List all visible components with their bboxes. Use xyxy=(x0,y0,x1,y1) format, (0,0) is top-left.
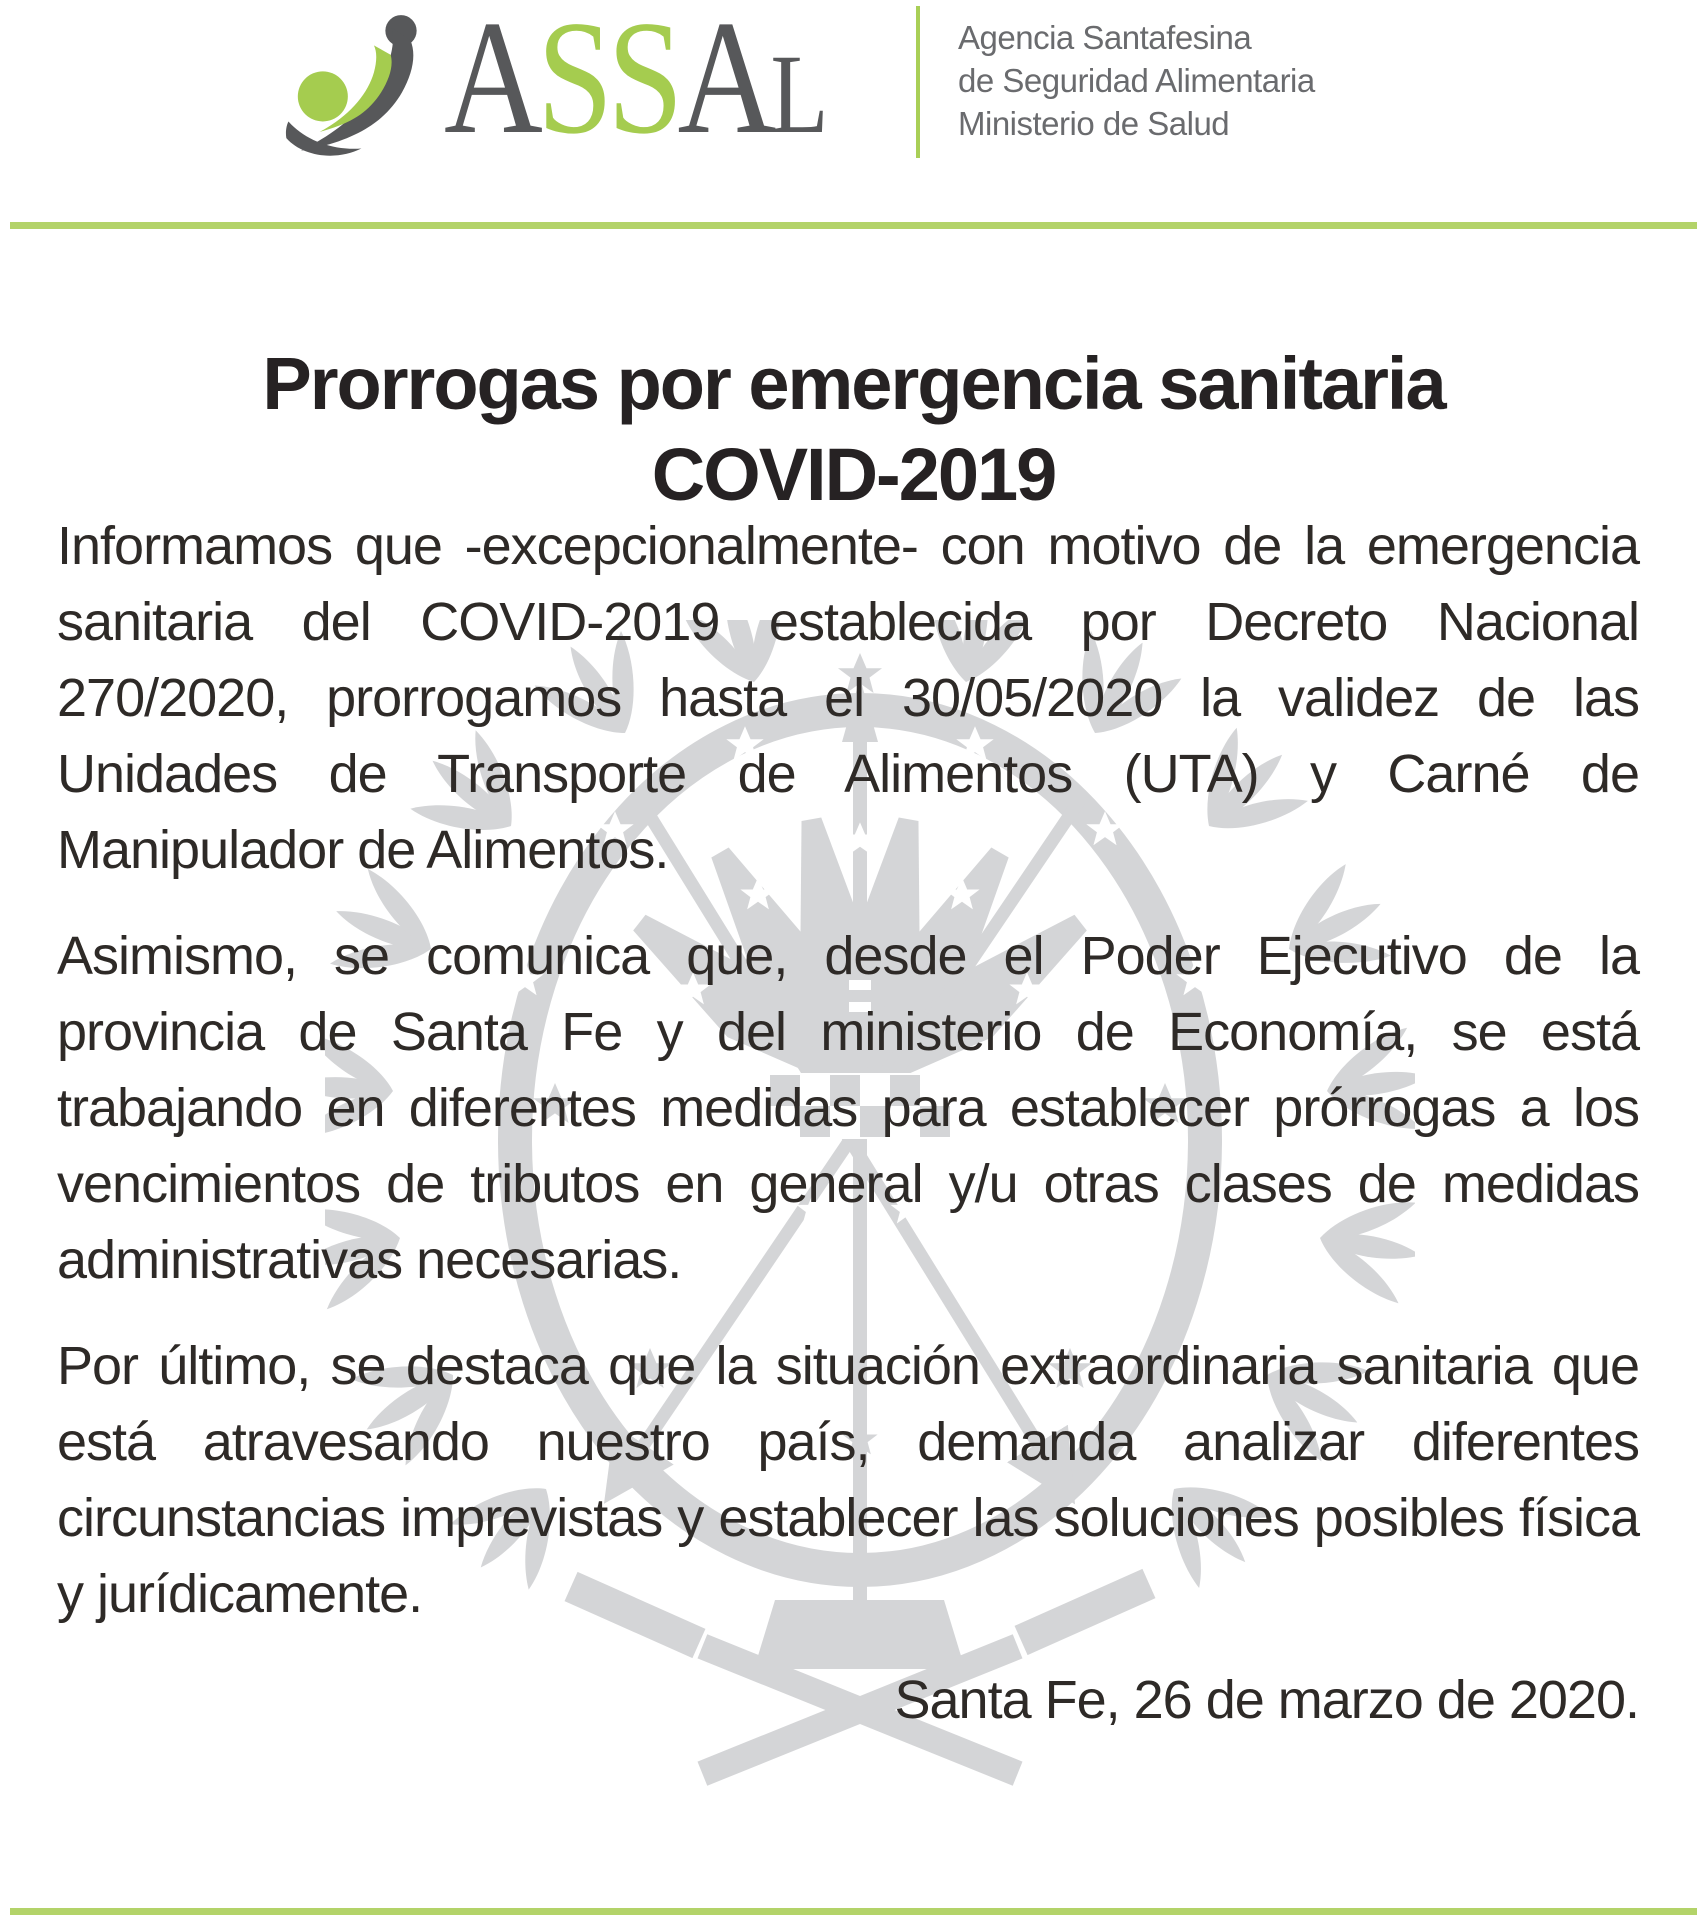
header-vertical-divider xyxy=(916,6,920,158)
paragraph-2: Asimismo, se comunica que, desde el Poder Ejecutivo de la provincia de Santa Fe y del ministerio de Economía, se está trabajando en diferentes medidas para establecer prórrogas a los vencimientos de tributos en general y/u otras clases de medidas administrativas necesarias. xyxy=(57,926,1639,1290)
page-title xyxy=(0,338,1707,520)
page-title-line1: Prorrogas por emergencia sanitaria xyxy=(262,341,1445,425)
agency-name-block xyxy=(958,16,1315,145)
paragraph-3: Por último, se destaca que la situación extraordinaria sanitaria que está atravesando nuestro país, demanda analizar diferentes circunstancias imprevistas y establecer las soluciones posibles física y jurídicamente. xyxy=(57,1336,1639,1624)
top-green-rule xyxy=(10,222,1697,229)
agency-line: Agencia Santafesina xyxy=(958,19,1252,56)
logo-letter: L xyxy=(770,32,823,157)
bottom-green-rule xyxy=(10,1908,1697,1915)
paragraph-1: Informamos que -excepcionalmente- con motivo de la emergencia sanitaria del COVID-2019 establecida por Decreto Nacional 270/2020, prorrogamos hasta el 30/05/2020 la validez de las Unidades de Transporte de Alimentos (UTA) y Carné de Manipulador de Alimentos. xyxy=(57,516,1639,880)
notice-body xyxy=(57,508,1639,1738)
dateline: Santa Fe, 26 de marzo de 2020. xyxy=(894,1670,1639,1730)
header xyxy=(0,0,1707,222)
agency-line: de Seguridad Alimentaria xyxy=(958,62,1315,99)
agency-line: Ministerio de Salud xyxy=(958,105,1230,142)
assal-logo xyxy=(278,0,895,168)
assal-logo-wordmark xyxy=(444,0,823,168)
assal-swoosh-icon xyxy=(278,12,450,160)
logo-letter: A xyxy=(677,0,771,168)
page-title-line2: COVID-2019 xyxy=(651,432,1056,516)
logo-letter: SS xyxy=(537,0,678,168)
logo-letter: A xyxy=(444,0,538,168)
